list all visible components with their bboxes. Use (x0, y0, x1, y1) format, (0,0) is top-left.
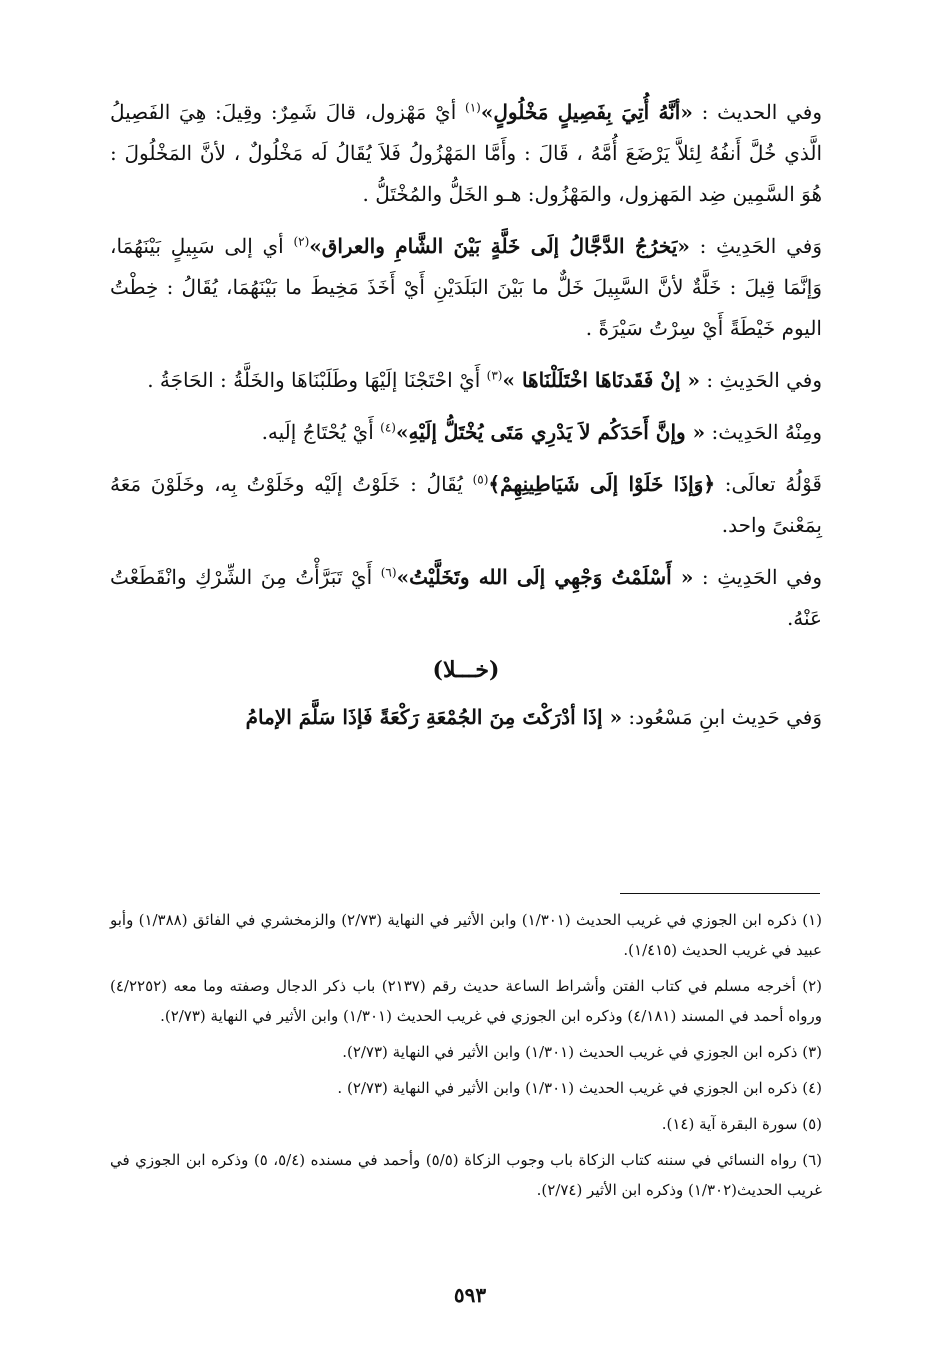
page-number: ٥٩٣ (453, 1283, 487, 1307)
paragraph (110, 226, 822, 349)
hadith-quote: « إذَا أدْرَكْتَ مِنَ الجُمْعَةِ رَكْعَةً فَإذَا سَلَّمَ الإمامُ (245, 705, 623, 729)
hadith-quote: «أنَّهُ أُتِيَ بِفَصِيلٍ مَخْلُولٍ» (480, 100, 693, 124)
paragraph (110, 360, 822, 401)
text-run: أي إلى سَبِيلٍ بَيْنَهُمَا، وَإنَّمَا قِيلَ : خَلَّةٌ لأنَّ السَّبِيلَ خَلٌّ ما بَيْنَ البَلَدَيْنِ أَيْ أَخَذَ مَخِيطَ ما بَيْنَهُمَا، يُقَالُ : خِطْتُ اليوم خَيْطَةً أَيْ سِرْتُ سَيْرَةً . (110, 234, 822, 340)
text-run: قَوْلُهُ تعالَى: (715, 472, 822, 496)
footnote-ref: (٦) (380, 565, 397, 580)
text-run: وفي الحَدِيثِ : (693, 565, 823, 589)
main-text (110, 92, 822, 749)
paragraph-continued (110, 697, 822, 738)
footnote: (٣) ذكره ابن الجوزي في غريب الحديث (١/٣٠١) وابن الأثير في النهاية (٢/٧٣). (342, 1043, 822, 1061)
text-run: أَيْ تَبَرَّأْتُ مِنَ الشِّرْكِ وانْقَطَعْتُ عَنْهُ. (110, 565, 822, 630)
hadith-quote: « إنْ فَقَدنَاهَا اخْتَلَلْنَاهَا » (502, 368, 701, 392)
text-run: يُقَالُ : خَلَوْتُ إلَيْه وخَلَوْتُ بِه، وخَلَوْنَ مَعَهُ بِمَعْنىً واحد. (110, 472, 822, 537)
footnote: (١) ذكره ابن الجوزي في غريب الحديث (١/٣٠١) وابن الأثير في النهاية (٢/٧٣) والزمخشري في الفائق (١/٣٨٨) وأبو عبيد في غريب الحديث (١/٤١٥). (110, 911, 822, 959)
text-run: ومِنْهُ الحَدِيث: (705, 420, 822, 444)
text-run: وَفي حَدِيث ابنِ مَسْعُود: (622, 705, 822, 729)
paragraph-list (110, 92, 822, 639)
text-run: وفي الحَدِيثِ : (700, 368, 822, 392)
footnote-ref: (٣) (486, 368, 503, 383)
hadith-quote: « وإنَّ أَحَدَكُم لاَ يَدْرِي مَتَى يُخْتَلُّ إلَيْهِ» (395, 420, 706, 444)
footnote: (٦) رواه النسائي في سننه كتاب الزكاة باب وجوب الزكاة (٥/٥) وأحمد في مسنده (٥/٤، ٥) وذكره ابن الجوزي في غريب الحديث(١/٣٠٢) وذكره ابن الأثير (٢/٧٤). (110, 1151, 823, 1199)
text-run: وَفي الحَدِيثِ : (689, 234, 822, 258)
text-run: أَيْ احْتَجْنَا إلَيْهَا وطَلَبْنَاهَا والخَلَّةُ : الحَاجَةُ . (147, 368, 487, 392)
footnote: (٥) سورة البقرة آية (١٤). (661, 1115, 822, 1133)
text-run: أيْ مَهْزول، قالَ شَمِرٌ: وقِيلَ: هِيَ الفَصِيلُ الَّذي خُلَّ أَنفُهُ لِئلاَّ يَرْضَعَ أُمَّهُ ، قَالَ : وأَمَّا المَهْزُولُ فَلاَ يُقَالُ لَه مَخْلُولٌ ، لأنَّ المَخْلُولَ : هُوَ السَّمِين ضِد المَهزول، والمَهْزُول: هـو الخَلُّ والمُخْتَلُّ . (110, 100, 822, 206)
footnote-ref: (٥) (472, 472, 489, 487)
paragraph (110, 464, 822, 546)
footnote-ref: (٤) (380, 420, 396, 435)
footnote-ref: (١) (465, 100, 481, 115)
footnote-divider (620, 893, 820, 894)
footnote: (٢) أخرجه مسلم في كتاب الفتن وأشراط الساعة حديث رقم (٢١٣٧) باب ذكر الدجال وصفته وما معه (٤/٢٢٥٢) ورواه أحمد في المسند (٤/١٨١) وذكره ابن الجوزي في غريب الحديث (١/٣٠١) وابن الأثير في النهاية (٢/٧٣). (110, 977, 822, 1025)
footnote-ref: (٢) (293, 234, 310, 249)
text-run: وفي الحديث : (692, 100, 822, 124)
text-run: أَيْ يُحْتَاجُ إلَيه. (261, 420, 381, 444)
section-heading: (خـــلا) (432, 657, 500, 683)
footnotes (110, 905, 822, 1211)
paragraph (110, 92, 822, 215)
hadith-quote: « أَسْلَمْتُ وَجْهِي إلَى الله وتَخَلَّيْتُ» (396, 565, 694, 589)
paragraph (110, 412, 822, 453)
footnote: (٤) ذكره ابن الجوزي في غريب الحديث (١/٣٠١) وابن الأثير في النهاية (٢/٧٣) . (337, 1079, 822, 1097)
paragraph (110, 557, 822, 639)
hadith-quote: «يَخرُجُ الدَّجَّالُ إلَى خَلَّةٍ بَيْنَ الشَّامِ والعراق» (309, 234, 690, 258)
hadith-quote: ﴿وَإذَا خَلَوْا إلَى شَيَاطِينِهِمْ﴾ (488, 472, 716, 496)
